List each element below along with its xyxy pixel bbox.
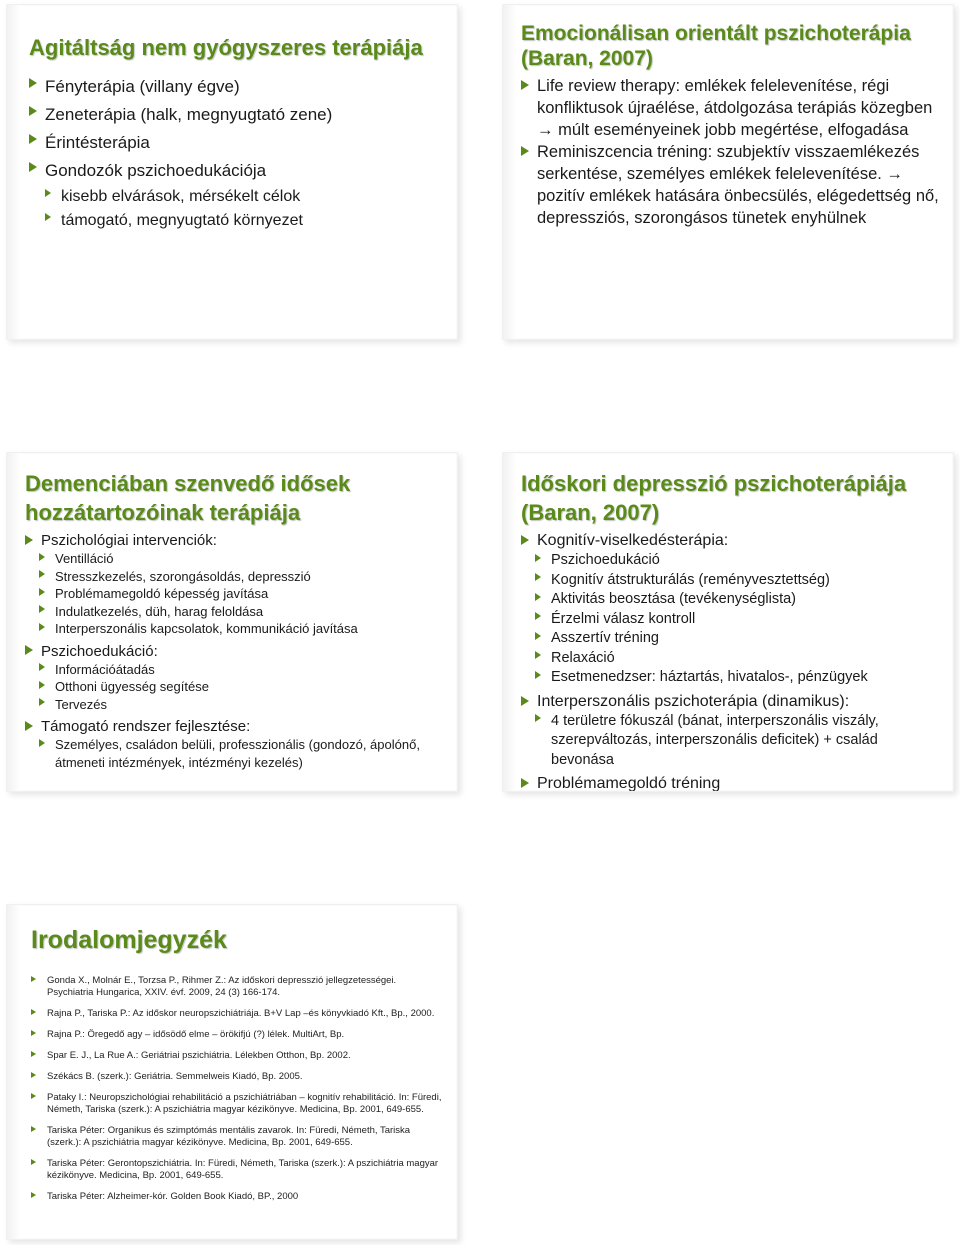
- slide-dementia-relatives: [6, 452, 458, 792]
- list-item: Fényterápia (villany égve): [29, 73, 445, 101]
- arrow-bullet-icon: [39, 588, 45, 596]
- slide-title: Időskori depresszió pszichoterápiája (Baran, 2007): [521, 471, 907, 525]
- reference-item: Székács B. (szerk.): Geriátria. Semmelweis Kiadó, Bp. 2005.: [31, 1071, 445, 1083]
- reference-list: [31, 975, 445, 1203]
- bullet-list: [25, 531, 445, 550]
- arrow-bullet-icon: [31, 1126, 36, 1132]
- arrow-bullet-icon: [535, 573, 541, 581]
- reference-item: Tariska Péter: Gerontopszichiátria. In: Füredi, Németh, Tariska (szerk.): A pszichiátria magyar kézikönyve. Medicina, Bp. 2001, 649-655.: [31, 1158, 445, 1182]
- reference-item: Tariska Péter: Alzheimer-kór. Golden Book Kiadó, BP., 2000: [31, 1191, 445, 1203]
- arrow-bullet-icon: [31, 1051, 36, 1057]
- list-item: Tervezés: [39, 696, 445, 714]
- list-item: Esetmenedzser: háztartás, hivatalos-, pénzügyek: [535, 668, 941, 688]
- reference-item: Pataky I.: Neuropszichológiai rehabilitáció a pszichiátriában – kognitív rehabilitáció. In: Füredi, Németh, Tariska (szerk.): A pszichiátria magyar kézikönyve. Medicina, Bp. 2001, 649-655.: [31, 1092, 445, 1116]
- list-item: Kognitív-viselkedésterápia:: [521, 531, 941, 551]
- arrow-bullet-icon: [521, 535, 529, 545]
- arrow-bullet-icon: [31, 1030, 36, 1036]
- list-item: Információátadás: [39, 661, 445, 679]
- arrow-bullet-icon: [521, 778, 529, 788]
- bullet-list: [29, 73, 445, 185]
- arrow-bullet-icon: [521, 80, 529, 90]
- arrow-bullet-icon: [535, 593, 541, 601]
- arrow-bullet-icon: [535, 612, 541, 620]
- bullet-list: [521, 692, 941, 712]
- bullet-list: [25, 717, 445, 736]
- list-item: Aktivitás beosztása (tevékenységlista): [535, 590, 941, 610]
- arrow-bullet-icon: [25, 535, 33, 545]
- reference-item: Rajna P.: Öregedő agy – idősödő elme – örökifjú (?) lélek. MultiArt, Bp.: [31, 1029, 445, 1041]
- list-item: Pszichológiai intervenciók:: [25, 531, 445, 550]
- arrow-bullet-icon: [25, 721, 33, 731]
- list-item: 4 területre fókuszál (bánat, interperszonális viszály, szerepváltozás, interperszonális deficitek) + család bevonása: [535, 712, 941, 771]
- list-item: Otthoni ügyesség segítése: [39, 678, 445, 696]
- list-item: Interperszonális pszichoterápia (dinamikus):: [521, 692, 941, 712]
- sub-bullet-list: [535, 551, 941, 688]
- arrow-bullet-icon: [31, 1072, 36, 1078]
- list-item: Relaxáció: [535, 649, 941, 669]
- list-item: Pszichoedukáció:: [25, 642, 445, 661]
- arrow-bullet-icon: [535, 671, 541, 679]
- arrow-bullet-icon: [535, 714, 541, 722]
- sub-bullet-list: [45, 185, 445, 233]
- slide-title: Demenciában szenvedő idősek hozzátartozóinak terápiája: [25, 471, 351, 525]
- list-item: Life review therapy: emlékek felelevenítése, régi konfliktusok újraélése, átdolgozása terápiás közegben → múlt eseményeinek jobb megértése, elfogadása: [521, 75, 941, 141]
- list-item: Támogató rendszer fejlesztése:: [25, 717, 445, 736]
- reference-item: Rajna P., Tariska P.: Az időskor neuropszichiátriája. B+V Lap –és könyvkiadó Kft., Bp., 2000.: [31, 1008, 445, 1020]
- list-item: Gondozók pszichoedukációja: [29, 157, 445, 185]
- arrow-bullet-icon: [39, 623, 45, 631]
- arrow-bullet-icon: [31, 976, 36, 982]
- arrow-bullet-icon: [31, 1159, 36, 1165]
- sub-bullet-list: [39, 661, 445, 714]
- arrow-bullet-icon: [45, 213, 51, 221]
- arrow-bullet-icon: [29, 106, 37, 116]
- arrow-bullet-icon: [39, 698, 45, 706]
- arrow-bullet-icon: [31, 1093, 36, 1099]
- slide-late-life-depression: [502, 452, 954, 792]
- arrow-bullet-icon: [521, 696, 529, 706]
- list-item: támogató, megnyugtató környezet: [45, 209, 445, 233]
- list-item: Érzelmi válasz kontroll: [535, 610, 941, 630]
- slide-title: Irodalomjegyzék: [31, 926, 227, 954]
- arrow-bullet-icon: [39, 681, 45, 689]
- arrow-bullet-icon: [535, 651, 541, 659]
- sub-bullet-list: [535, 712, 941, 771]
- bullet-list: [25, 642, 445, 661]
- slide-title: Agitáltság nem gyógyszeres terápiája: [29, 35, 423, 60]
- arrow-bullet-icon: [39, 663, 45, 671]
- arrow-bullet-icon: [39, 553, 45, 561]
- arrow-bullet-icon: [29, 162, 37, 172]
- arrow-bullet-icon: [521, 146, 529, 156]
- list-item: Stresszkezelés, szorongásoldás, depresszió: [39, 568, 445, 586]
- list-item: Érintésterápia: [29, 129, 445, 157]
- arrow-bullet-icon: [25, 645, 33, 655]
- slide-emotional-therapy: [502, 4, 954, 340]
- arrow-bullet-icon: [31, 1192, 36, 1198]
- arrow-bullet-icon: [39, 605, 45, 613]
- list-item: Pszichoedukáció: [535, 551, 941, 571]
- reference-item: Spar E. J., La Rue A.: Geriátriai pszichiátria. Lélekben Otthon, Bp. 2002.: [31, 1050, 445, 1062]
- slide-agitation: [6, 4, 458, 340]
- list-item: Kognitív átstrukturálás (reményvesztettség): [535, 571, 941, 591]
- arrow-bullet-icon: [45, 189, 51, 197]
- bullet-list: [521, 774, 941, 792]
- list-item: Indulatkezelés, düh, harag feloldása: [39, 603, 445, 621]
- list-item: Interperszonális kapcsolatok, kommunikáció javítása: [39, 620, 445, 638]
- list-item: Ventilláció: [39, 550, 445, 568]
- bullet-list: [521, 75, 941, 229]
- arrow-bullet-icon: [31, 1009, 36, 1015]
- list-item: Problémamegoldó tréning: [521, 774, 941, 792]
- arrow-bullet-icon: [39, 739, 45, 747]
- sub-bullet-list: [39, 736, 445, 771]
- list-item: Problémamegoldó képesség javítása: [39, 585, 445, 603]
- list-item: Személyes, családon belüli, professzionális (gondozó, ápolónő, átmeneti intézmények, intézményi kezelés): [39, 736, 445, 771]
- reference-item: Gonda X., Molnár E., Torzsa P., Rihmer Z.: Az időskori depresszió jellegzetességei. Psychiatria Hungarica, XXIV. évf. 2009, 24 (3) 166-174.: [31, 975, 445, 999]
- arrow-bullet-icon: [29, 78, 37, 88]
- bullet-list: [521, 531, 941, 551]
- list-item: Zeneterápia (halk, megnyugtató zene): [29, 101, 445, 129]
- arrow-bullet-icon: [29, 134, 37, 144]
- list-item: Reminiszcencia tréning: szubjektív visszaemlékezés serkentése, személyes emlékek felelevenítése. → pozitív emlékek hatására önbecsülés, elégedettség nő, depressziós, szorongásos tünetek enyhülnek: [521, 141, 941, 229]
- arrow-bullet-icon: [39, 570, 45, 578]
- slide-references: [6, 904, 458, 1240]
- list-item: kisebb elvárások, mérsékelt célok: [45, 185, 445, 209]
- list-item: Asszertív tréning: [535, 629, 941, 649]
- sub-bullet-list: [39, 550, 445, 638]
- arrow-bullet-icon: [535, 632, 541, 640]
- reference-item: Tariska Péter: Organikus és szimptómás mentális zavarok. In: Füredi, Németh, Tariska (szerk.): A pszichiátria magyar kézikönyve. Medicina, Bp. 2001, 649-655.: [31, 1125, 445, 1149]
- arrow-bullet-icon: [535, 554, 541, 562]
- slide-title: Emocionálisan orientált pszichoterápia (Baran, 2007): [521, 22, 911, 71]
